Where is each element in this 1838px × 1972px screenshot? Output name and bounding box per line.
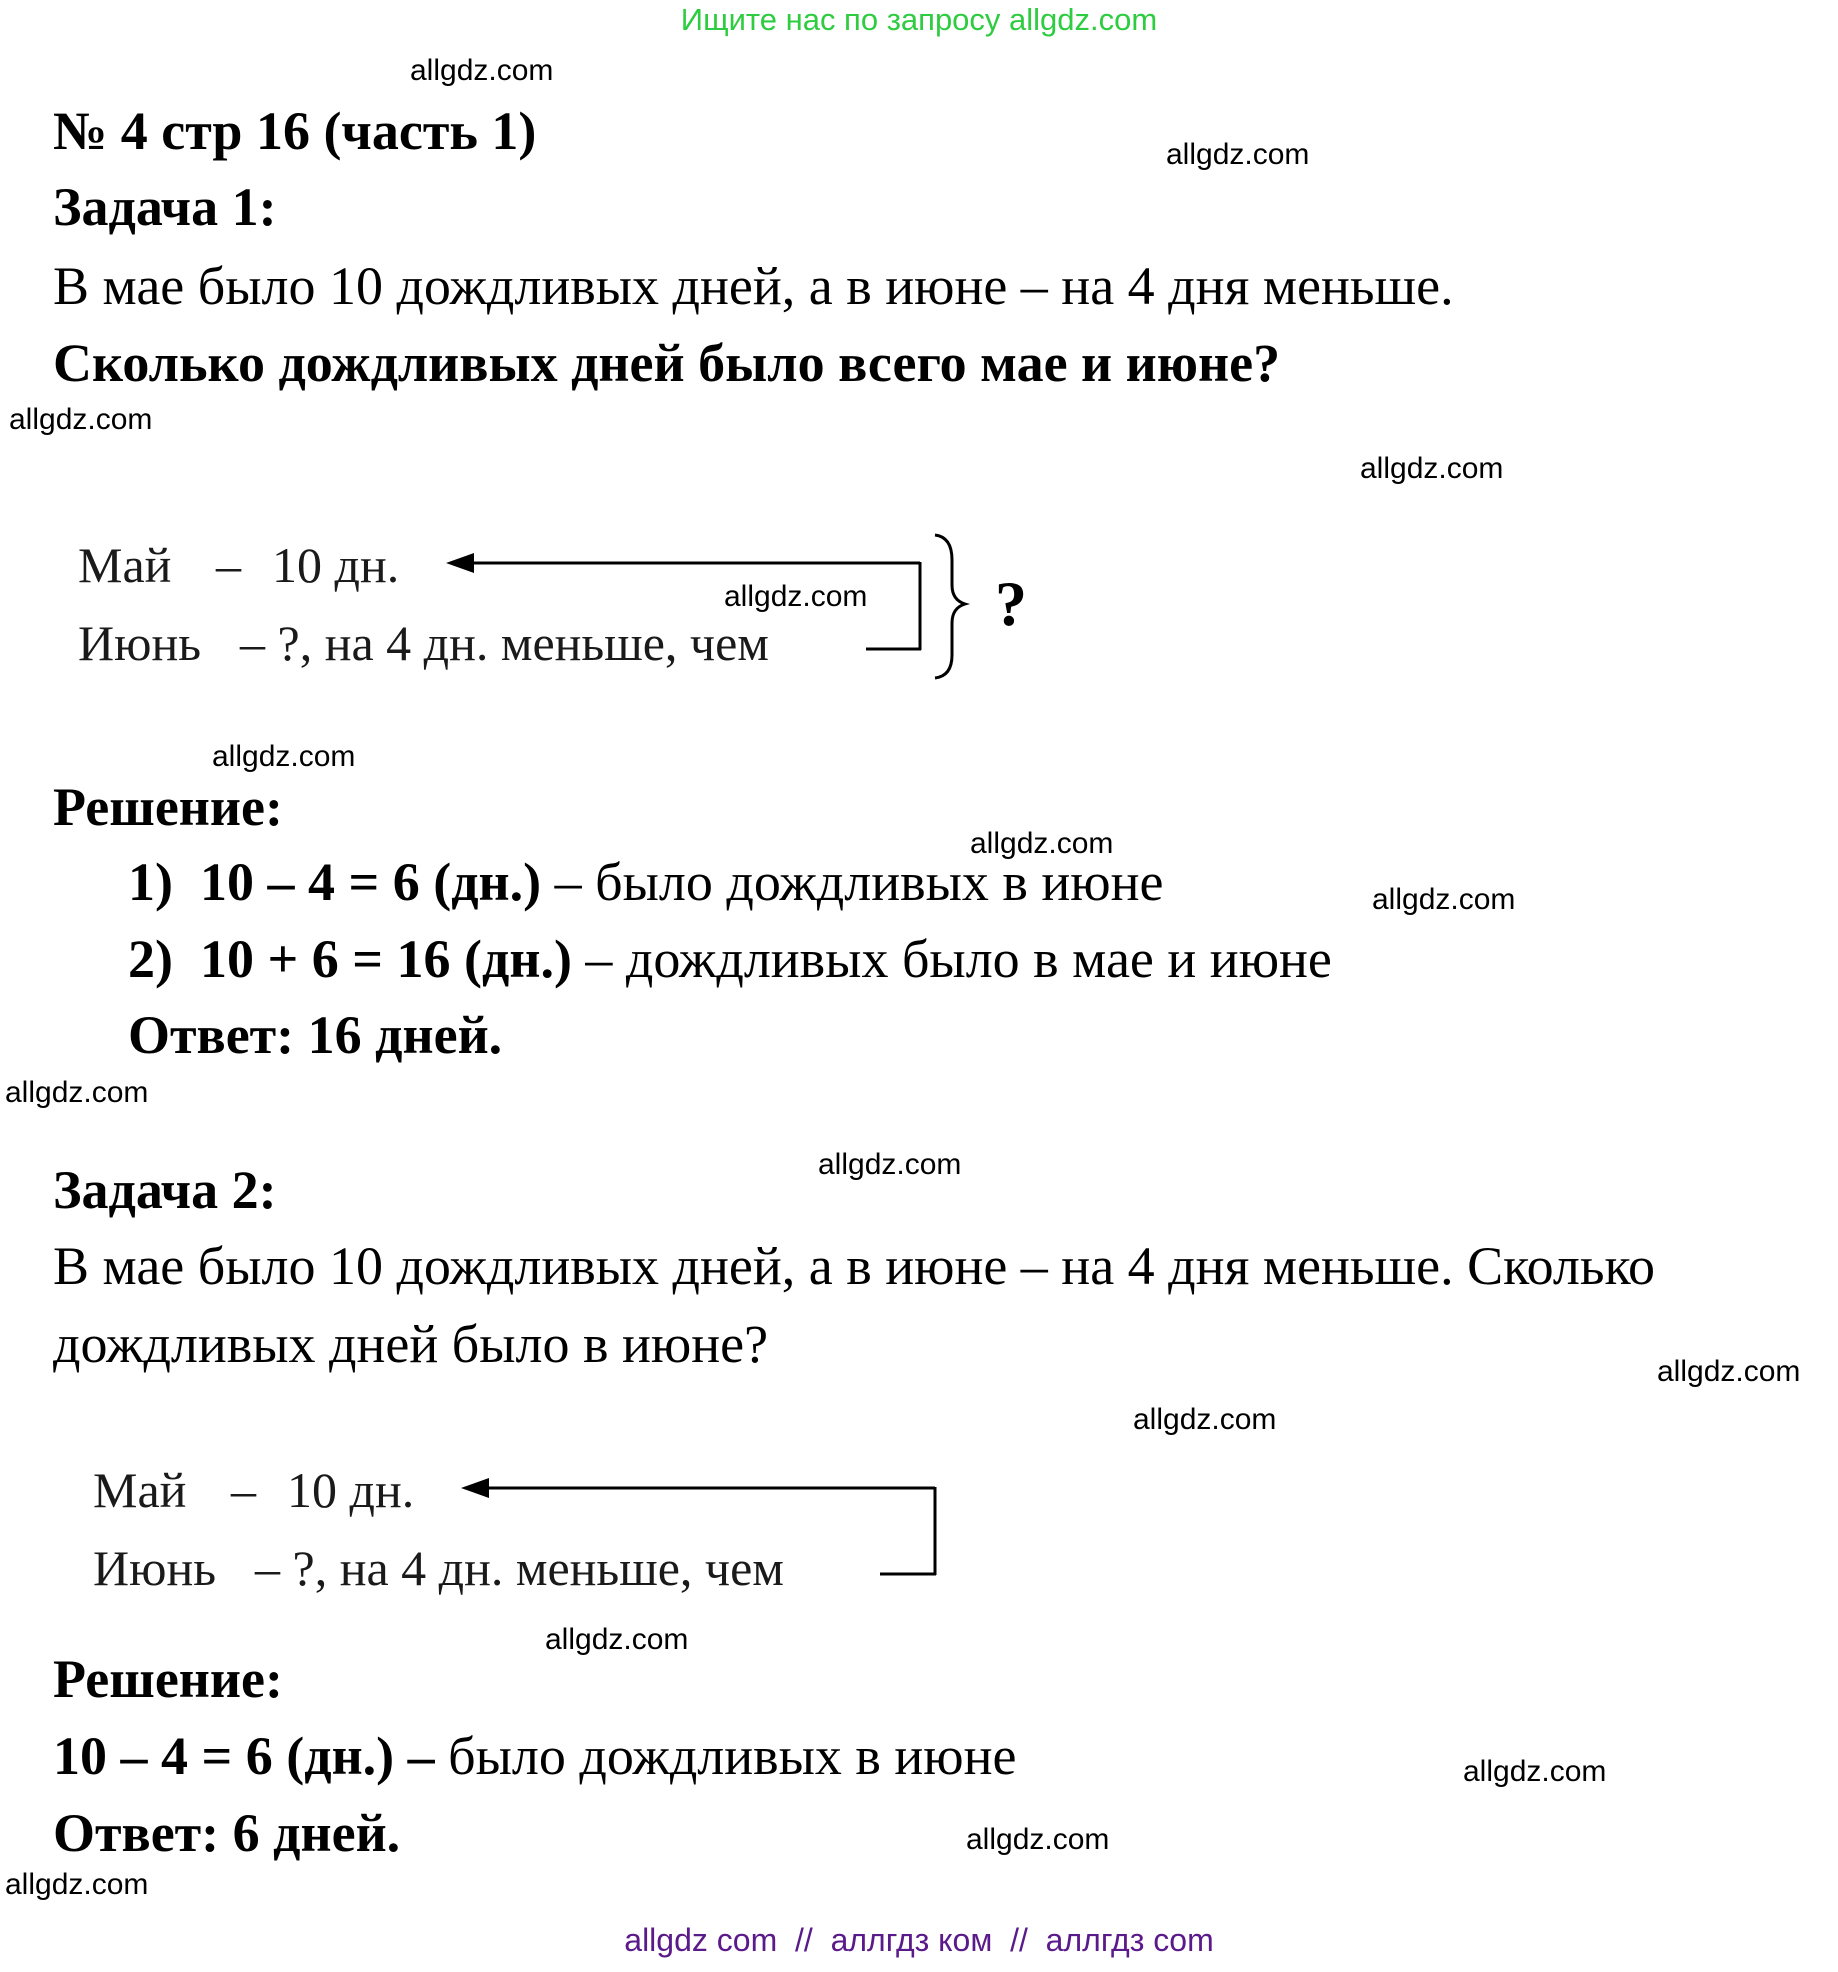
banner-separator: //: [992, 1922, 1046, 1958]
watermark: allgdz.com: [724, 580, 868, 613]
bottom-banner[interactable]: [0, 1924, 1838, 1956]
task1-title: Задача 1:: [53, 177, 277, 237]
banner-link-allgdz-ru[interactable]: аллгдз ком: [830, 1922, 993, 1958]
step-description: было дождливых в июне: [434, 1726, 1017, 1786]
step2-description: – дождливых было в мае и июне: [571, 929, 1332, 989]
banner-separator: //: [777, 1922, 831, 1958]
arrow-head-icon: [461, 1478, 489, 1498]
step2-number: 2): [128, 929, 173, 989]
scheme-june-text: – ?, на 4 дн. меньше, чем: [240, 615, 769, 671]
curly-brace-icon: [935, 535, 965, 678]
watermark: allgdz.com: [212, 740, 356, 773]
task2-condition-line2: дождливых дней было в июне?: [53, 1314, 769, 1374]
task1-answer: Ответ: 16 дней.: [128, 1005, 503, 1065]
task2-solution-title: Решение:: [53, 1649, 283, 1709]
watermark: allgdz.com: [5, 1868, 149, 1901]
scheme-june-label: Июнь: [93, 1540, 217, 1596]
scheme-may-label: Май: [93, 1462, 187, 1518]
task2-title: Задача 2:: [53, 1160, 277, 1220]
task1-condition: В мае было 10 дождливых дней, а в июне – на 4 дня меньше.: [53, 256, 1454, 316]
watermark: allgdz.com: [545, 1623, 689, 1656]
watermark: allgdz.com: [5, 1076, 149, 1109]
step1-expression: 10 – 4 = 6 (дн.): [199, 852, 542, 912]
watermark: allgdz.com: [1372, 883, 1516, 916]
watermark: allgdz.com: [970, 827, 1114, 860]
watermark: allgdz.com: [1166, 138, 1310, 171]
watermark: allgdz.com: [1657, 1355, 1801, 1388]
task2-answer: Ответ: 6 дней.: [53, 1803, 401, 1863]
page-title: № 4 стр 16 (часть 1): [53, 101, 537, 161]
watermark: allgdz.com: [1360, 452, 1504, 485]
scheme-arrow-connector: [0, 0, 1100, 720]
watermark: allgdz.com: [966, 1823, 1110, 1856]
scheme-total-question: ?: [995, 568, 1027, 639]
task2-condition-line1: В мае было 10 дождливых дней, а в июне – на 4 дня меньше. Сколько: [53, 1236, 1655, 1296]
scheme-june-label: Июнь: [78, 615, 202, 671]
scheme-may-value: 10 дн.: [287, 1462, 415, 1518]
watermark: allgdz.com: [9, 403, 153, 436]
task1-step1: [128, 852, 1164, 912]
step-expression: 10 – 4 = 6 (дн.) –: [53, 1726, 435, 1786]
banner-link-allgdz[interactable]: allgdz com: [624, 1922, 778, 1958]
banner-link-allgdz-mixed[interactable]: аллгдз com: [1045, 1922, 1214, 1958]
watermark: allgdz.com: [1133, 1403, 1277, 1436]
scheme-may-value: 10 дн.: [272, 537, 400, 593]
watermark: allgdz.com: [1463, 1755, 1607, 1788]
watermark: allgdz.com: [410, 54, 554, 87]
watermark: allgdz.com: [818, 1148, 962, 1181]
scheme-june-text: – ?, на 4 дн. меньше, чем: [255, 1540, 784, 1596]
arrow-head-icon: [446, 553, 474, 573]
scheme-may-dash: –: [231, 1462, 256, 1518]
task2-step: [53, 1726, 1017, 1786]
step1-number: 1): [128, 852, 173, 912]
scheme-arrow-connector: [0, 1400, 1000, 1600]
step1-description: – было дождливых в июне: [541, 852, 1164, 912]
task1-step2: [128, 929, 1332, 989]
step2-expression: 10 + 6 = 16 (дн.): [199, 929, 572, 989]
scheme-may-label: Май: [78, 537, 172, 593]
scheme-may-dash: –: [216, 537, 241, 593]
task1-solution-title: Решение:: [53, 777, 283, 837]
top-banner[interactable]: Ищите нас по запросу allgdz.com: [680, 2, 1158, 37]
task1-question: Сколько дождливых дней было всего мае и июне?: [53, 333, 1281, 393]
